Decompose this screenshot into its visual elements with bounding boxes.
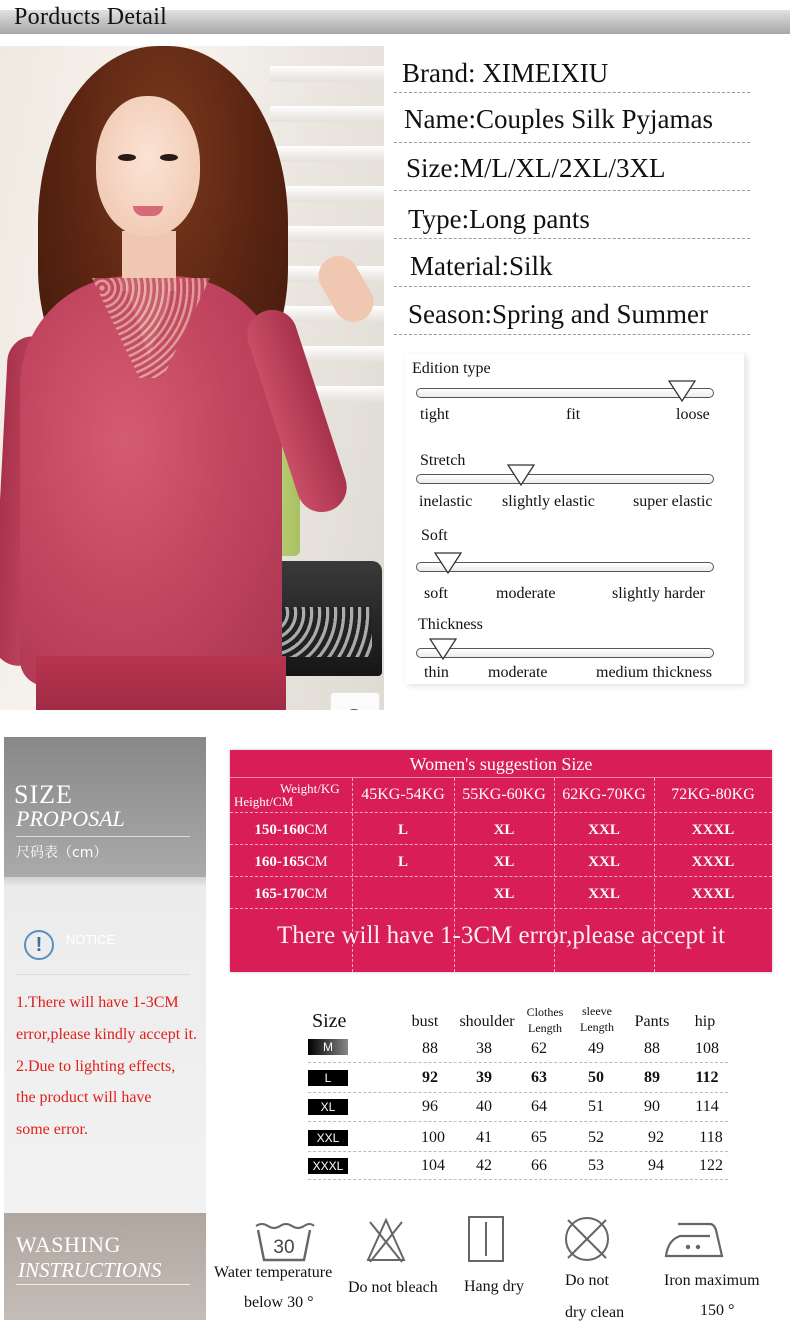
wash-label: 150 °: [700, 1302, 735, 1319]
size-chinese-label: 尺码表（cm）: [16, 845, 108, 861]
header-line: sleeve: [582, 1004, 612, 1018]
notice-divider: [16, 974, 190, 975]
measure-cell: 88: [644, 1040, 660, 1057]
table-divider: [230, 812, 772, 813]
attribute-title: Soft: [421, 527, 448, 544]
wash-label: Iron maximum: [664, 1272, 760, 1289]
measure-cell: 122: [699, 1157, 723, 1174]
notice-line: 1.There will have 1-3CM: [16, 994, 179, 1011]
suggestion-table-title: Women's suggestion Size: [230, 750, 772, 778]
suggestion-size-table: [230, 750, 772, 972]
spec-text: Size:M/L/XL/2XL/3XL: [406, 153, 666, 183]
spec-divider: [394, 92, 750, 93]
corner-weight-label: Weight/KG: [280, 781, 340, 796]
washing-divider: [16, 1284, 190, 1285]
weight-header: 55KG-60KG: [462, 786, 546, 803]
spec-size: [394, 153, 750, 183]
attribute-track: [416, 474, 714, 484]
height-value: 150-160: [254, 822, 305, 838]
attribute-label-low: soft: [424, 585, 448, 602]
measure-cell: 89: [644, 1069, 660, 1086]
window-blind: [270, 186, 384, 202]
table-divider: [230, 876, 772, 877]
attribute-label-mid: fit: [566, 406, 581, 423]
size-divider: [16, 836, 190, 837]
wash-30-icon: [252, 1220, 316, 1264]
measure-cell: 92: [422, 1069, 438, 1086]
row-divider: [308, 1092, 728, 1093]
measure-header: shoulder: [459, 1013, 515, 1030]
size-tag: XXL: [308, 1130, 348, 1146]
size-cell: XXXL: [691, 886, 735, 902]
measure-cell: 38: [476, 1040, 492, 1057]
measure-cell: 41: [476, 1129, 492, 1146]
spec-material: [394, 251, 750, 281]
spec-text: Season:Spring and Summer: [408, 299, 708, 329]
measure-cell: 51: [588, 1098, 604, 1115]
attribute-title: Stretch: [420, 452, 466, 469]
window-blind: [270, 146, 384, 162]
size-cell: XXL: [588, 854, 620, 870]
size-tag: XXXL: [308, 1158, 348, 1174]
notice-line: error,please kindly accept it.: [16, 1026, 198, 1043]
window-blind: [270, 106, 384, 122]
size-cell: XXL: [588, 822, 620, 838]
measure-cell: 52: [588, 1129, 604, 1146]
measure-cell: 40: [476, 1098, 492, 1115]
measure-cell: 42: [476, 1157, 492, 1174]
attribute-marker: [434, 552, 462, 574]
attribute-marker: [507, 464, 535, 486]
header-line: Length: [528, 1021, 562, 1035]
wash-label: below 30 °: [244, 1294, 314, 1311]
attribute-label-high: medium thickness: [596, 664, 712, 681]
table-divider: [230, 844, 772, 845]
measure-header: [572, 1004, 622, 1034]
spec-divider: [394, 238, 750, 239]
wash-label: Do not: [565, 1272, 609, 1289]
hang-dry-icon: [466, 1214, 506, 1264]
spec-season: [394, 299, 750, 329]
measure-cell: 66: [531, 1157, 547, 1174]
row-divider: [308, 1151, 728, 1152]
spec-divider: [394, 286, 750, 287]
measure-cell: 96: [422, 1098, 438, 1115]
model-eye: [118, 154, 136, 161]
attribute-label-low: thin: [424, 664, 449, 681]
size-cell: XXXL: [691, 854, 735, 870]
size-cell: XXXL: [691, 822, 735, 838]
window-blind: [270, 66, 384, 82]
height-label: [230, 886, 352, 903]
notice-icon: !: [24, 930, 54, 960]
size-cell: XL: [493, 854, 515, 870]
size-tag: M: [308, 1039, 348, 1055]
wash-label: dry clean: [565, 1304, 625, 1321]
attribute-title: Thickness: [418, 616, 483, 633]
iron-icon: [662, 1218, 726, 1262]
model-eye: [160, 154, 178, 161]
attribute-label-mid: moderate: [496, 585, 556, 602]
measure-header: bust: [411, 1013, 439, 1030]
wash-label: Do not bleach: [348, 1279, 438, 1296]
size-tag: XL: [308, 1099, 348, 1115]
spec-text: Type:Long pants: [408, 204, 590, 234]
weight-header: 72KG-80KG: [671, 786, 755, 803]
attribute-label-low: inelastic: [419, 493, 473, 510]
mug-logo: [343, 709, 365, 710]
size-cell: XL: [493, 822, 515, 838]
measure-cell: 88: [422, 1040, 438, 1057]
error-note: There will have 1-3CM error,please accept it: [276, 922, 726, 949]
measure-cell: 108: [695, 1040, 719, 1057]
attribute-label-mid: moderate: [488, 664, 548, 681]
measure-cell: 104: [421, 1157, 445, 1174]
size-cell: L: [397, 854, 408, 870]
row-divider: [308, 1121, 728, 1122]
measure-cell: 112: [695, 1069, 719, 1086]
size-title: SIZE: [14, 780, 73, 809]
attribute-label-low: tight: [420, 406, 450, 423]
weight-header: 62KG-70KG: [562, 786, 646, 803]
attribute-marker: [429, 638, 457, 660]
wash-label: Water temperature: [214, 1264, 333, 1281]
spec-brand: [394, 58, 750, 88]
height-unit: CM: [304, 822, 328, 838]
size-cell: XL: [493, 886, 515, 902]
measure-header: hip: [694, 1013, 716, 1030]
row-divider: [308, 1179, 728, 1180]
coffee-mug: [330, 692, 380, 710]
attribute-track: [416, 648, 714, 658]
measure-cell: 39: [476, 1069, 492, 1086]
measure-cell: 62: [531, 1040, 547, 1057]
row-divider: [308, 1062, 728, 1063]
spec-text: Brand: XIMEIXIU: [402, 58, 609, 88]
attributes-frame: [405, 354, 745, 684]
measure-cell: 90: [644, 1098, 660, 1115]
washing-subtitle: INSTRUCTIONS: [18, 1258, 162, 1282]
height-unit: CM: [304, 886, 328, 902]
notice-line: 2.Due to lighting effects,: [16, 1058, 176, 1075]
height-value: 160-165: [254, 854, 305, 870]
measure-cell: 65: [531, 1129, 547, 1146]
measure-cell: 118: [699, 1129, 723, 1146]
model-pants: [36, 656, 286, 710]
size-cell: L: [397, 822, 408, 838]
size-tag: L: [308, 1070, 348, 1086]
measure-cell: 64: [531, 1098, 547, 1115]
measure-cell: 94: [648, 1157, 664, 1174]
measure-cell: 114: [695, 1098, 719, 1115]
notice-line: some error.: [16, 1121, 88, 1138]
attribute-title: Edition type: [412, 360, 491, 377]
attribute-label-mid: slightly elastic: [502, 493, 595, 510]
measure-cell: 63: [531, 1069, 547, 1086]
spec-divider: [394, 334, 750, 335]
measure-cell: 92: [648, 1129, 664, 1146]
spec-text: Name:Couples Silk Pyjamas: [404, 104, 713, 134]
no-dry-clean-icon: [562, 1214, 612, 1264]
spec-name: [394, 104, 750, 134]
height-label: [230, 822, 352, 839]
measure-cell: 50: [588, 1069, 604, 1086]
height-unit: CM: [304, 854, 328, 870]
measure-cell: 53: [588, 1157, 604, 1174]
measure-header: Pants: [634, 1013, 670, 1030]
corner-height-label: Height/CM: [234, 794, 294, 809]
table-divider: [230, 908, 772, 909]
product-photo: [0, 46, 384, 710]
measure-header: [518, 1005, 572, 1035]
header-line: Clothes: [526, 1005, 564, 1019]
spec-divider: [394, 190, 750, 191]
attribute-label-high: super elastic: [633, 493, 713, 510]
measure-cell: 49: [588, 1040, 604, 1057]
washing-title: WASHING: [16, 1232, 121, 1257]
attribute-label-high: slightly harder: [612, 585, 705, 602]
wash-label: Hang dry: [464, 1278, 524, 1295]
spec-type: [394, 204, 750, 234]
size-cell: XXL: [588, 886, 620, 902]
attribute-label-high: loose: [676, 406, 710, 423]
attribute-marker: [668, 380, 696, 402]
wash-temperature-number: 30: [273, 1237, 295, 1258]
height-value: 165-170: [254, 886, 305, 902]
notice-line: the product will have: [16, 1089, 152, 1106]
spec-divider: [394, 142, 750, 143]
height-label: [230, 854, 352, 871]
no-bleach-icon: [364, 1216, 408, 1266]
measure-cell: 100: [421, 1129, 445, 1146]
measure-size-header: Size: [312, 1010, 347, 1032]
size-subtitle: PROPOSAL: [16, 806, 125, 831]
header-line: Length: [580, 1020, 614, 1034]
weight-header: 45KG-54KG: [361, 786, 445, 803]
header-title: Porducts Detail: [14, 4, 168, 30]
notice-label: NOTICE: [66, 932, 116, 947]
spec-text: Material:Silk: [410, 251, 553, 281]
section-header: [0, 0, 790, 40]
